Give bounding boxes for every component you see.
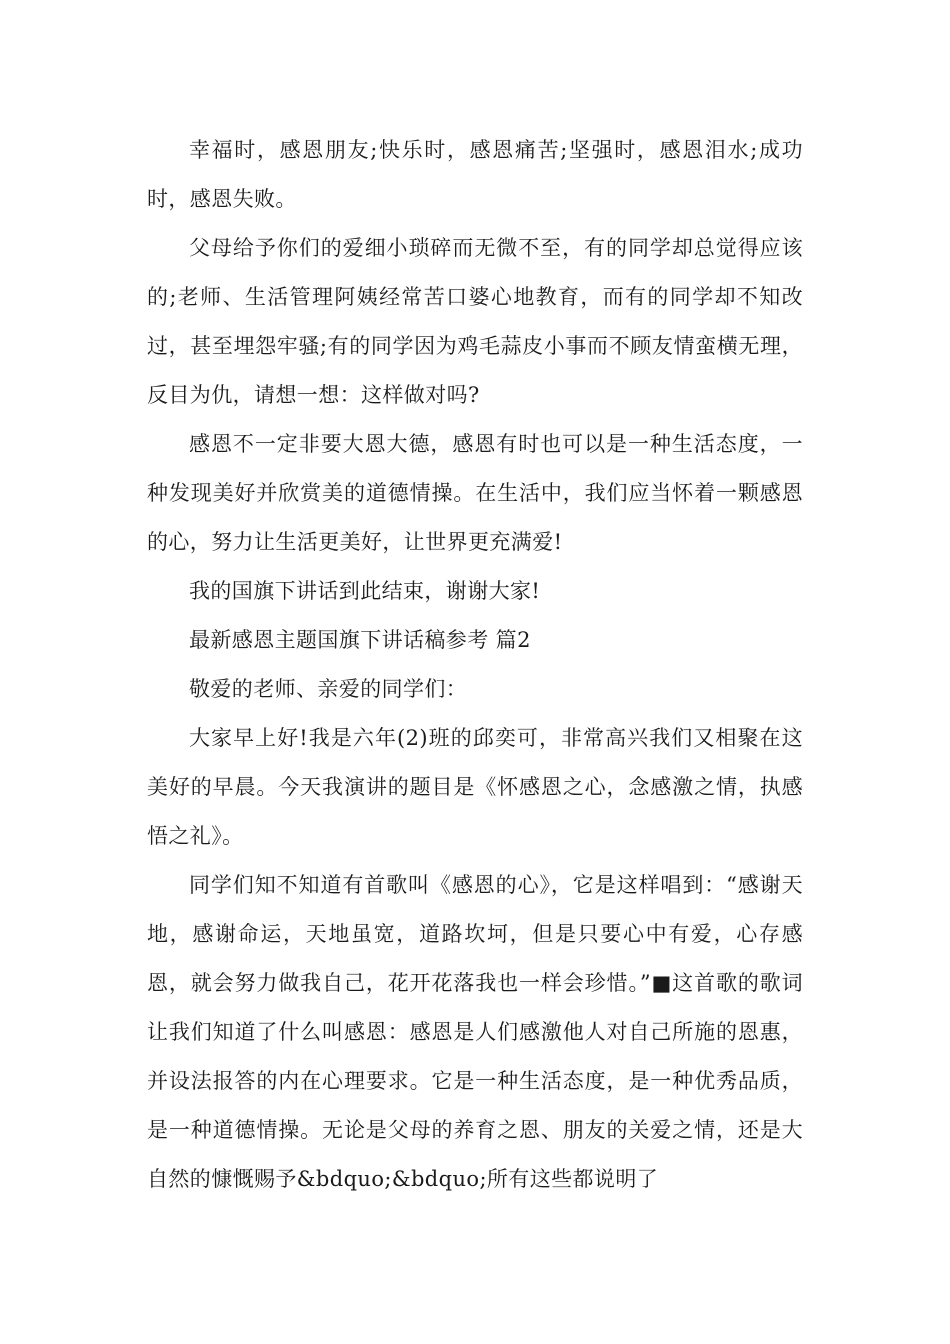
paragraph-parents-teachers: 父母给予你们的爱细小琐碎而无微不至，有的同学却总觉得应该的;老师、生活管理阿姨经常苦口婆心地教育，而有的同学却不知改过，甚至埋怨牢骚;有的同学因为鸡毛蒜皮小事而不顾友情蛮横无理，反目为仇，请想一想：这样做对吗?	[147, 236, 803, 407]
paragraph-speech-closing: 我的国旗下讲话到此结束，谢谢大家!	[189, 579, 541, 603]
section-heading-part-2: 最新感恩主题国旗下讲话稿参考 篇2	[189, 628, 531, 652]
document-body	[147, 126, 803, 1204]
paragraph-grateful-heart-song: 同学们知不知道有首歌叫《感恩的心》，它是这样唱到：“感谢天地，感谢命运，天地虽宽，道路坎坷，但是只要心中有爱，心存感恩，就会努力做我自己，花开花落我也一样会珍惜。”■这首歌的歌词让我们知道了什么叫感恩：感恩是人们感激他人对自己所施的恩惠，并设法报答的内在心理要求。它是一种生活态度，是一种优秀品质，是一种道德情操。无论是父母的养育之恩、朋友的关爱之情，还是大自然的慷慨赐予&bdquo;&bdquo;所有这些都说明了	[147, 873, 803, 1191]
paragraph-gratitude-moments: 幸福时，感恩朋友;快乐时，感恩痛苦;坚强时，感恩泪水;成功时，感恩失败。	[147, 138, 803, 211]
paragraph-salutation: 敬爱的老师、亲爱的同学们：	[189, 677, 468, 701]
paragraph-gratitude-attitude: 感恩不一定非要大恩大德，感恩有时也可以是一种生活态度，一种发现美好并欣赏美的道德情操。在生活中，我们应当怀着一颗感恩的心，努力让生活更美好，让世界更充满爱!	[147, 432, 803, 554]
paragraph-greeting-intro: 大家早上好!我是六年(2)班的邱奕可，非常高兴我们又相聚在这美好的早晨。今天我演讲的题目是《怀感恩之心，念感激之情，执感悟之礼》。	[147, 726, 803, 848]
